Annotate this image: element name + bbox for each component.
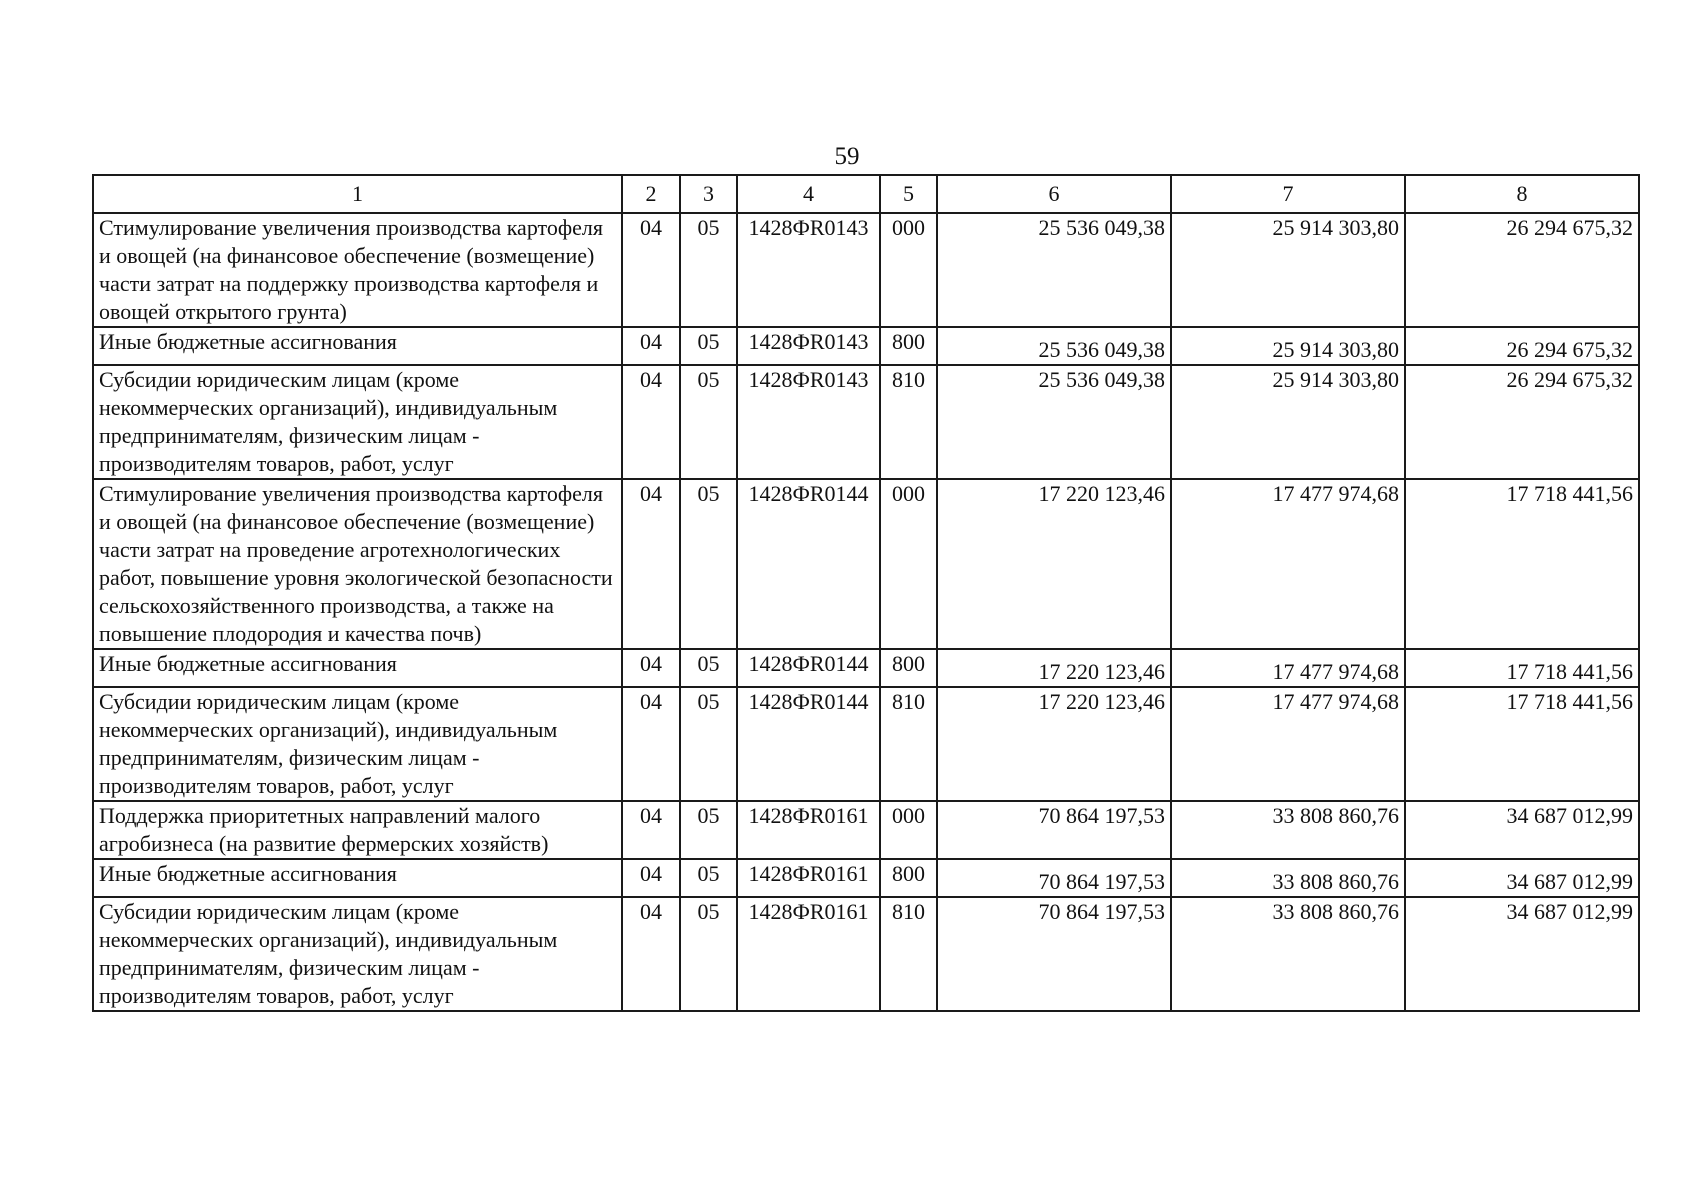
amount-col7: 17 477 974,68 (1171, 649, 1405, 687)
amount-col6: 70 864 197,53 (937, 897, 1171, 1011)
amount-col8: 26 294 675,32 (1405, 365, 1639, 479)
amount-col8: 34 687 012,99 (1405, 859, 1639, 897)
page-number: 59 (834, 143, 860, 170)
header-cell: 4 (737, 175, 880, 213)
amount-col8: 34 687 012,99 (1405, 897, 1639, 1011)
amount-col8: 17 718 441,56 (1405, 649, 1639, 687)
subsection-code: 05 (680, 649, 737, 687)
amount-col7: 17 477 974,68 (1171, 687, 1405, 801)
target-article-code: 1428ФR0161 (737, 801, 880, 859)
amount-col7: 33 808 860,76 (1171, 859, 1405, 897)
budget-table (92, 174, 1640, 1012)
table-row (93, 365, 1639, 479)
table-row (93, 327, 1639, 365)
subsection-code: 05 (680, 365, 737, 479)
header-cell: 6 (937, 175, 1171, 213)
table-row (93, 479, 1639, 649)
amount-col6: 25 536 049,38 (937, 213, 1171, 327)
amount-col6: 70 864 197,53 (937, 859, 1171, 897)
target-article-code: 1428ФR0143 (737, 327, 880, 365)
section-code: 04 (622, 687, 680, 801)
amount-col7: 33 808 860,76 (1171, 801, 1405, 859)
header-cell: 2 (622, 175, 680, 213)
row-name: Субсидии юридическим лицам (кроме некоммерческих организаций), индивидуальным предпринимателям, физическим лицам - производителям товаров, работ, услуг (93, 897, 622, 1011)
expense-type-code: 810 (880, 687, 937, 801)
section-code: 04 (622, 801, 680, 859)
amount-col6: 25 536 049,38 (937, 327, 1171, 365)
table-row (93, 859, 1639, 897)
header-row (93, 175, 1639, 213)
header-cell: 7 (1171, 175, 1405, 213)
subsection-code: 05 (680, 327, 737, 365)
target-article-code: 1428ФR0144 (737, 687, 880, 801)
subsection-code: 05 (680, 479, 737, 649)
section-code: 04 (622, 365, 680, 479)
section-code: 04 (622, 479, 680, 649)
target-article-code: 1428ФR0143 (737, 365, 880, 479)
expense-type-code: 800 (880, 859, 937, 897)
header-cell: 3 (680, 175, 737, 213)
target-article-code: 1428ФR0161 (737, 859, 880, 897)
table-row (93, 649, 1639, 687)
expense-type-code: 000 (880, 801, 937, 859)
row-name: Иные бюджетные ассигнования (93, 859, 622, 897)
subsection-code: 05 (680, 897, 737, 1011)
amount-col7: 25 914 303,80 (1171, 365, 1405, 479)
section-code: 04 (622, 649, 680, 687)
amount-col8: 34 687 012,99 (1405, 801, 1639, 859)
row-name: Иные бюджетные ассигнования (93, 649, 622, 687)
section-code: 04 (622, 859, 680, 897)
row-name: Стимулирование увеличения производства картофеля и овощей (на финансовое обеспечение (возмещение) части затрат на поддержку производства картофеля и овощей открытого грунта) (93, 213, 622, 327)
amount-col7: 17 477 974,68 (1171, 479, 1405, 649)
amount-col8: 26 294 675,32 (1405, 327, 1639, 365)
amount-col6: 17 220 123,46 (937, 687, 1171, 801)
target-article-code: 1428ФR0144 (737, 649, 880, 687)
amount-col8: 17 718 441,56 (1405, 687, 1639, 801)
header-cell: 8 (1405, 175, 1639, 213)
amount-col7: 25 914 303,80 (1171, 213, 1405, 327)
expense-type-code: 000 (880, 479, 937, 649)
row-name: Иные бюджетные ассигнования (93, 327, 622, 365)
expense-type-code: 000 (880, 213, 937, 327)
expense-type-code: 810 (880, 897, 937, 1011)
row-name: Стимулирование увеличения производства картофеля и овощей (на финансовое обеспечение (возмещение) части затрат на проведение агротехнологических работ, повышение уровня экологической безопасности сельскохозяйственного производства, а также на повышение плодородия и качества почв) (93, 479, 622, 649)
amount-col7: 25 914 303,80 (1171, 327, 1405, 365)
target-article-code: 1428ФR0161 (737, 897, 880, 1011)
expense-type-code: 810 (880, 365, 937, 479)
amount-col8: 26 294 675,32 (1405, 213, 1639, 327)
amount-col8: 17 718 441,56 (1405, 479, 1639, 649)
amount-col7: 33 808 860,76 (1171, 897, 1405, 1011)
amount-col6: 17 220 123,46 (937, 649, 1171, 687)
expense-type-code: 800 (880, 327, 937, 365)
row-name: Субсидии юридическим лицам (кроме некоммерческих организаций), индивидуальным предпринимателям, физическим лицам - производителям товаров, работ, услуг (93, 365, 622, 479)
table-row (93, 897, 1639, 1011)
section-code: 04 (622, 213, 680, 327)
section-code: 04 (622, 327, 680, 365)
header-cell: 5 (880, 175, 937, 213)
amount-col6: 25 536 049,38 (937, 365, 1171, 479)
subsection-code: 05 (680, 859, 737, 897)
row-name: Поддержка приоритетных направлений малого агробизнеса (на развитие фермерских хозяйств) (93, 801, 622, 859)
section-code: 04 (622, 897, 680, 1011)
amount-col6: 17 220 123,46 (937, 479, 1171, 649)
expense-type-code: 800 (880, 649, 937, 687)
target-article-code: 1428ФR0143 (737, 213, 880, 327)
target-article-code: 1428ФR0144 (737, 479, 880, 649)
subsection-code: 05 (680, 687, 737, 801)
row-name: Субсидии юридическим лицам (кроме некоммерческих организаций), индивидуальным предпринимателям, физическим лицам - производителям товаров, работ, услуг (93, 687, 622, 801)
table-row (93, 687, 1639, 801)
header-cell: 1 (93, 175, 622, 213)
amount-col6: 70 864 197,53 (937, 801, 1171, 859)
subsection-code: 05 (680, 801, 737, 859)
subsection-code: 05 (680, 213, 737, 327)
table-row (93, 213, 1639, 327)
table-row (93, 801, 1639, 859)
